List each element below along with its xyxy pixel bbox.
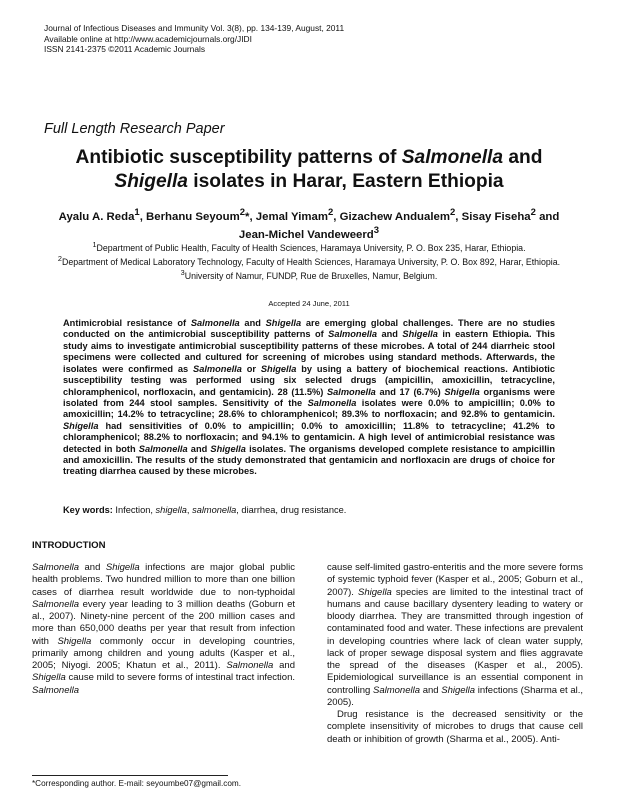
body-text: and <box>420 684 442 696</box>
footnote-divider <box>32 775 228 776</box>
affiliations <box>44 240 574 281</box>
title-genus: Shigella <box>114 171 188 192</box>
title-part: isolates in Harar, Eastern Ethiopia <box>187 171 504 192</box>
body-genus: Shigella <box>32 672 66 684</box>
abstract-text: by using a battery of biochemical reactions. Antibiotic susceptibility testing was performed using six selected drugs (ampicillin, amoxicillin, tetracycline, chloramphenicol, norfloxacin, and gentamicin). 28 (11.5%) <box>63 363 555 397</box>
author-list <box>40 206 578 242</box>
abstract-genus: Shigella <box>265 318 302 328</box>
title-genus: Salmonella <box>401 147 504 168</box>
keyword-text: salmonella <box>192 505 237 515</box>
accepted-date: Accepted 24 June, 2011 <box>268 299 350 308</box>
body-text: and <box>273 660 295 671</box>
abstract-genus: Shigella <box>402 329 438 340</box>
abstract-genus: Salmonella <box>307 397 357 408</box>
journal-citation: Journal of Infectious Diseases and Immunity Vol. 3(8), pp. 134-139, August, 2011 <box>44 23 345 33</box>
body-text: species are limited to the intestinal tract of humans and cause bacillary dysentery leading to watery or bloody diarrhea. They are transmitted through ingestion of contaminated food and water. These infections are prevalent in developing countries where lack of clean water supply, lack of proper sewage disposal system and flies aggravate the spread of the diseases (Kasper et al., 2005). Epidemiological surveillance is an essential component in controlling <box>327 586 583 696</box>
paper-type-label: Full Length Research Paper <box>44 121 225 137</box>
paragraph <box>32 562 295 697</box>
author-name: , Jemal Yimam <box>249 210 328 223</box>
affiliation-number: 3 <box>180 267 185 277</box>
corresponding-mark: * <box>245 210 250 223</box>
abstract-text: and <box>377 329 403 340</box>
abstract-text: and <box>187 443 211 454</box>
title-part: Antibiotic susceptibility patterns of <box>75 147 402 168</box>
affiliation-text: Department of Medical Laboratory Technology, Faculty of Health Sciences, Haramaya University, P. O. Box 892, Harar, Ethiopia. <box>61 256 561 267</box>
body-text: cause self-limited gastro-enteritis and the more severe forms of systemic typhoid fever (Kasper et al., 2005; Goburn et al., 2007). <box>327 562 583 598</box>
abstract-text: and 17 (6.7%) <box>375 386 445 397</box>
author-affiliation-mark: 2 <box>327 207 334 218</box>
abstract-genus: Salmonella <box>328 329 378 340</box>
body-text: commonly occur in developing countries, primarily among children and young adults (Kasper et al., 2005; Niyogi. 2005; Khatun et al., 2011). <box>32 635 295 671</box>
abstract-text: isolates were 0.0% to ampicillin; 0.0% to amoxicillin; 14.2% to tetracycline; 28.6% to chloramphenicol; 89.3% to norfloxacin; and 92.8% to gentamicin. <box>63 397 555 420</box>
abstract <box>63 318 555 478</box>
body-genus: Salmonella <box>226 660 274 671</box>
body-text: infections are major global public health problems. Two hundred million to more than one billion cases of diarrhea result worldwide due to non-typhoidal <box>32 562 295 598</box>
body-genus: Shigella <box>105 562 140 573</box>
affiliation-number: 1 <box>92 240 97 249</box>
keyword-text: Infection, <box>112 505 156 515</box>
journal-header <box>44 23 584 55</box>
keywords <box>63 505 563 515</box>
abstract-text: in eastern Ethiopia. This study aims to investigate antimicrobial susceptibility patterns of these microbes. A total of 244 diarrheic stool specimens were collected and cultured for screening of microbes using standard methods. Afterwards, the isolates were confirmed as <box>63 329 555 374</box>
affiliation-1 <box>44 240 574 254</box>
keywords-label: Key words: <box>63 505 113 515</box>
body-text: Drug resistance is the decreased sensitivity or the complete insensitivity of microbes to drugs that cause cell death or inhibition of growth (Sharma et al., 2005). Anti- <box>327 709 583 745</box>
body-text: and <box>79 562 106 573</box>
paragraph <box>327 562 583 709</box>
abstract-text: are emerging global challenges. There are no studies conducted on the antimicrobial susceptibility patterns of <box>63 318 556 340</box>
author-affiliation-mark: 1 <box>134 207 140 218</box>
abstract-genus: Salmonella <box>190 318 240 328</box>
body-text: cause mild to severe forms of intestinal tract infection. <box>65 672 295 684</box>
abstract-genus: Salmonella <box>193 363 242 374</box>
abstract-genus: Salmonella <box>138 443 188 454</box>
corresponding-author-footnote: *Corresponding author. E-mail: seyoumbe07@gmail.com. <box>32 779 242 788</box>
author-name: , Sisay Fiseha <box>455 210 531 223</box>
abstract-text: and <box>239 318 266 328</box>
affiliation-text: Department of Public Health, Faculty of Health Sciences, Haramaya University, P. O. Box 235, Harar, Ethiopia. <box>96 242 526 253</box>
abstract-text: or <box>241 363 261 374</box>
journal-url-line: Available online at http://www.academicjournals.org/JIDI <box>44 33 252 44</box>
keyword-text: , <box>186 505 193 515</box>
abstract-genus: Shigella <box>210 443 246 454</box>
author-name: , Berhanu Seyoum <box>139 210 240 223</box>
affiliation-text: University of Namur, FUNDP, Rue de Bruxelles, Namur, Belgium. <box>184 270 438 281</box>
body-genus: Shigella <box>358 586 392 598</box>
abstract-genus: Salmonella <box>326 386 376 397</box>
body-text: every year leading to 3 million deaths (Goburn et al., 2007). Ninety-nine percent of the 200 million cases and more than 650,000 deaths per year that result from infection with <box>32 598 295 647</box>
author-affiliation-mark: 2 <box>449 207 456 218</box>
body-genus: Salmonella <box>373 684 420 696</box>
journal-issn: ISSN 2141-2375 ©2011 Academic Journals <box>44 44 206 55</box>
abstract-genus: Shigella <box>63 420 99 431</box>
keyword-text: shigella <box>155 505 187 515</box>
abstract-text: Antimicrobial resistance of <box>63 318 191 328</box>
author-name: Ayalu A. Reda <box>58 210 135 223</box>
body-text: infections (Sharma et al., 2005). <box>327 684 583 708</box>
section-heading-introduction: INTRODUCTION <box>32 540 106 551</box>
body-genus: Shigella <box>441 684 476 696</box>
body-genus: Salmonella <box>32 562 79 573</box>
affiliation-number: 2 <box>57 253 62 263</box>
affiliation-2 <box>44 254 574 268</box>
title-part: and <box>503 147 543 168</box>
abstract-text: had sensitivities of 0.0% to ampicillin; 0.0% to amoxicillin; 11.8% to tetracycline; 41.2% to chloramphenicol; 88.2% to norfloxacin; and 94.1% to gentamicin. A high level of antimicrobial resistance was detected in both <box>63 420 555 454</box>
author-affiliation-mark: 2 <box>239 207 246 218</box>
article-title <box>40 146 578 194</box>
body-column-left <box>32 562 295 697</box>
author-name: , Gizachew Andualem <box>333 210 450 223</box>
abstract-genus: Shigella <box>260 363 297 374</box>
author-affiliation-mark: 3 <box>373 225 380 237</box>
author-name: Jean-Michel Vandeweerd <box>238 229 374 241</box>
abstract-text: isolates. The organisms developed complete resistance to ampicillin and amoxicillin. The results of the study demonstrated that gentamicin and norfloxacin are drugs of choice for treating diarrhea caused by these microbes. <box>63 443 555 477</box>
keyword-text: , diarrhea, drug resistance. <box>236 505 347 515</box>
abstract-text: organisms were isolated from 244 stool samples. Sensitivity of the <box>63 386 555 408</box>
author-conjunction: and <box>535 210 560 223</box>
author-affiliation-mark: 2 <box>530 207 536 218</box>
body-genus: Shigella <box>57 635 92 647</box>
paragraph <box>327 709 583 746</box>
body-genus: Salmonella <box>32 598 79 610</box>
abstract-genus: Shigella <box>444 386 480 397</box>
body-genus: Salmonella <box>32 684 79 696</box>
body-column-right <box>327 562 583 746</box>
affiliation-3 <box>44 268 574 282</box>
